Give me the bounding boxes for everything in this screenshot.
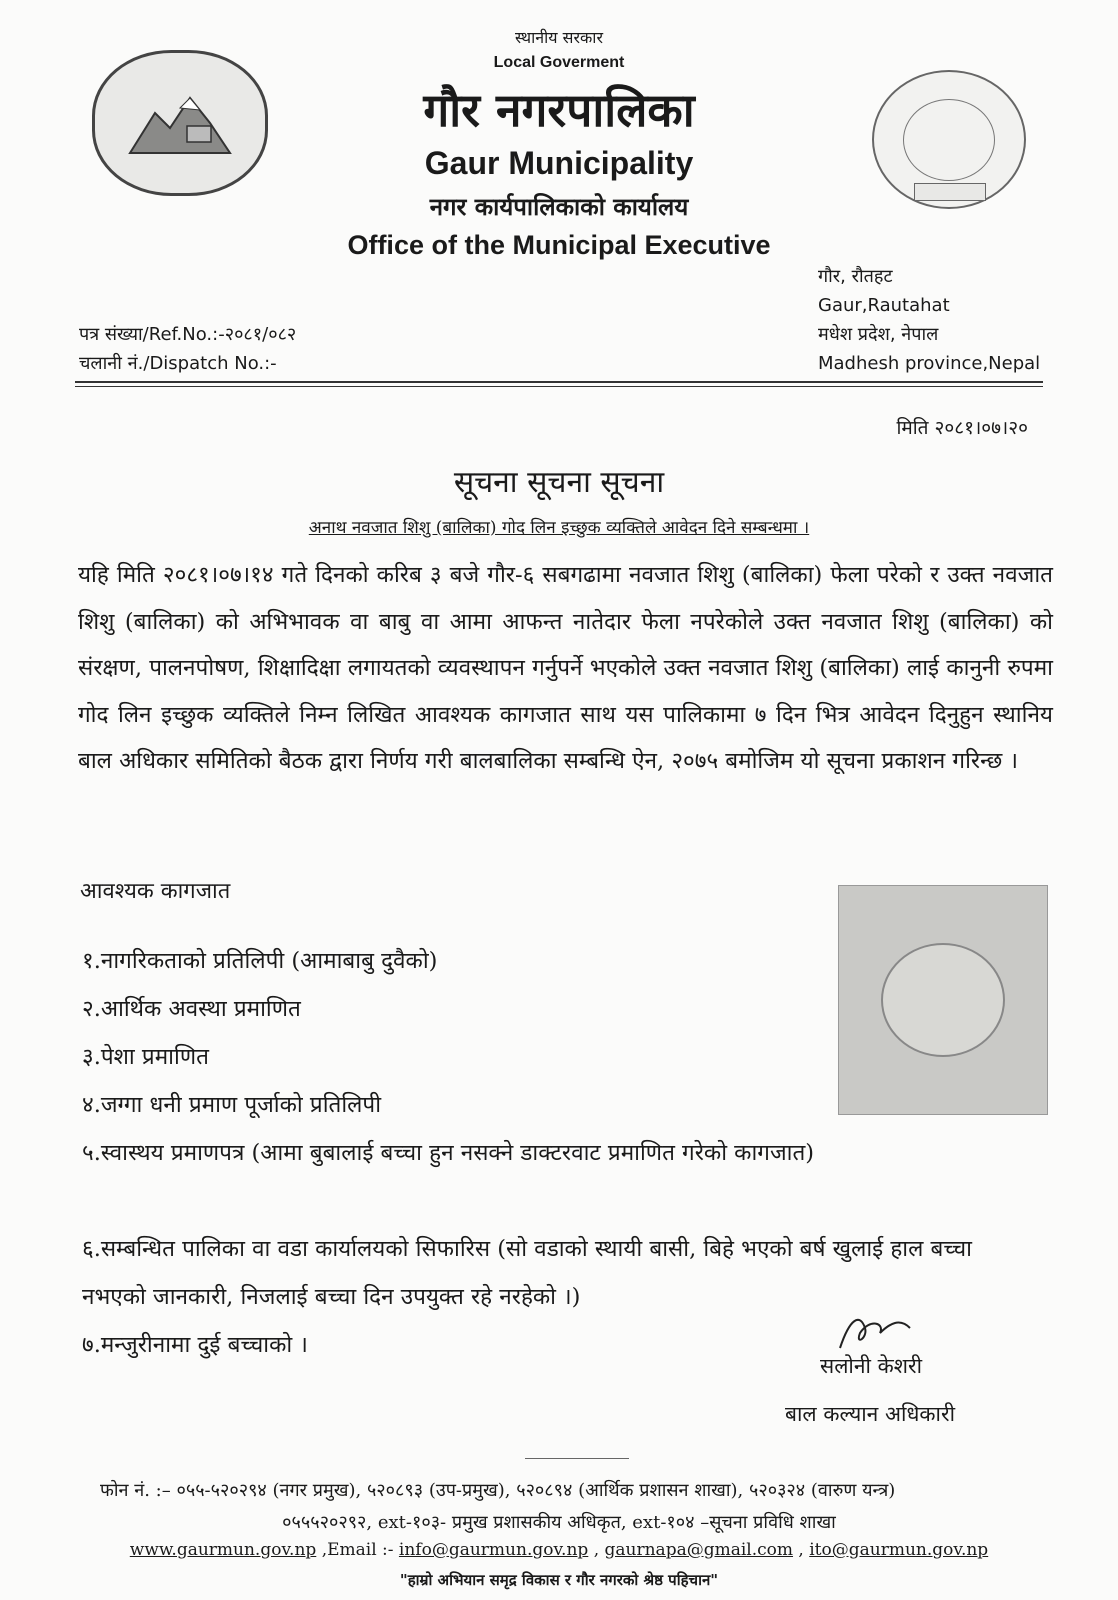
requirement-item: १.नागरिकताको प्रतिलिपी (आमाबाबु दुवैको) (82, 948, 438, 974)
email-link-gaurnapa[interactable]: gaurnapa@gmail.com (604, 1540, 794, 1560)
footer-motto: "हाम्रो अभियान समृद्र विकास र गौर नगरको श्रेष्ठ पहिचान" (399, 1571, 719, 1589)
email-link-info[interactable]: info@gaurmun.gov.np (398, 1540, 589, 1560)
footer-phones: फोन नं. :– ०५५-५२०२९४ (नगर प्रमुख), ५२०८९३ (उप-प्रमुख), ५२०८९४ (आर्थिक प्रशासन शाखा), ५२०३२४ (वारुण यन्त्र) (100, 1480, 896, 1501)
dispatch-number: चलानी नं./Dispatch No.:- (79, 353, 277, 374)
address-line: Madhesh province,Nepal (818, 353, 1041, 374)
footer-ext: ०५५५२०२९२, ext-१०३- प्रमुख प्रशासकीय अधिकृत, ext-१०४ –सूचना प्रविधि शाखा (282, 1512, 836, 1533)
header-rule (75, 381, 1043, 383)
requirement-item: ६.सम्बन्धित पालिका वा वडा कार्यालयको सिफारिस (सो वडाको स्थायी बासी, बिहे भएको बर्ष खुलाई हाल बच्चा नभएको जानकारी, निजलाई बच्चा दिन उपयुक्त रहे नरहेको ।) (82, 1236, 972, 1310)
municipality-name-en: Gaur Municipality (424, 145, 694, 181)
notice-heading: सूचना सूचना सूचना (453, 465, 665, 500)
local-gov-en: Local Goverment (493, 54, 625, 71)
requirement-item: ५.स्वास्थय प्रमाणपत्र (आमा बुबालाई बच्चा हुन नसक्ने डाक्टरवाट प्रमाणित गरेको कागजात) (82, 1140, 815, 1166)
address-line: गौर, रौतहट (818, 266, 893, 287)
requirements-title: आवश्यक कागजात (80, 879, 231, 904)
office-name-en: Office of the Municipal Executive (347, 230, 771, 260)
notice-date: मिति २०८१।०७।२० (896, 417, 1028, 439)
requirement-item: ४.जग्गा धनी प्रमाण पूर्जाको प्रतिलिपी (82, 1092, 382, 1118)
signatory-name: सलोनी केशरी (820, 1354, 923, 1378)
local-gov-np: स्थानीय सरकार (515, 28, 603, 47)
notice-body: यहि मिति २०८१।०७।१४ गते दिनको करिब ३ बजे गौर-६ सबगढामा नवजात शिशु (बालिका) फेला परेको र उक्त नवजात शिशु (बालिका) को अभिभावक वा बाबु वा आमा आफन्त नातेदार फेला नपरेकोले उक्त नवजात शिशु (बालिका) को संरक्षण, पालनपोषण, शिक्षादिक्षा लगायतको व्यवस्थापन गर्नुपर्ने भएकोले उक्त नवजात शिशु (बालिका) लाई कानुनी रुपमा गोद लिन इच्छुक व्यक्तिले निम्न लिखित आवश्यक कागजात साथ यस पालिकामा ७ दिन भित्र आवेदन दिनुहुन स्थानिय बाल अधिकार समितिको बैठक द्वारा निर्णय गरी बालबालिका सम्बन्धि ऐन, २०७५ बमोजिम यो सूचना प्रकाशन गरिन्छ । (78, 562, 1053, 774)
municipality-name-np: गौर नगरपालिका (423, 83, 695, 137)
address-line: मधेश प्रदेश, नेपाल (818, 324, 939, 345)
office-name-np: नगर कार्यपालिकाको कार्यालय (429, 192, 689, 221)
footer-contacts: www.gaurmun.gov.np ,Email :- info@gaurmun.gov.np , gaurnapa@gmail.com , ito@gaurmun.gov.np (129, 1540, 989, 1560)
notice-subject: अनाथ नवजात शिशु (बालिका) गोद लिन इच्छुक व्यक्तिले आवेदन दिने सम्बन्धमा । (308, 518, 810, 538)
email-label: ,Email :- (321, 1540, 394, 1560)
website-link[interactable]: www.gaurmun.gov.np (129, 1540, 317, 1560)
signature-icon (830, 1308, 930, 1358)
header-rule-thin (75, 386, 1043, 387)
requirement-item: ७.मन्जुरीनामा दुई बच्चाको । (82, 1332, 308, 1358)
footer-divider (525, 1458, 629, 1459)
reference-block (79, 320, 296, 378)
requirement-item: ३.पेशा प्रमाणित (82, 1044, 209, 1070)
address-block (818, 262, 1040, 378)
email-link-ito[interactable]: ito@gaurmun.gov.np (809, 1540, 989, 1560)
address-line: Gaur,Rautahat (818, 295, 950, 316)
requirement-item: २.आर्थिक अवस्था प्रमाणित (82, 996, 301, 1022)
signatory-title: बाल कल्यान अधिकारी (785, 1402, 956, 1426)
ref-number: पत्र संख्या/Ref.No.:-२०८१/०८२ (79, 324, 297, 345)
